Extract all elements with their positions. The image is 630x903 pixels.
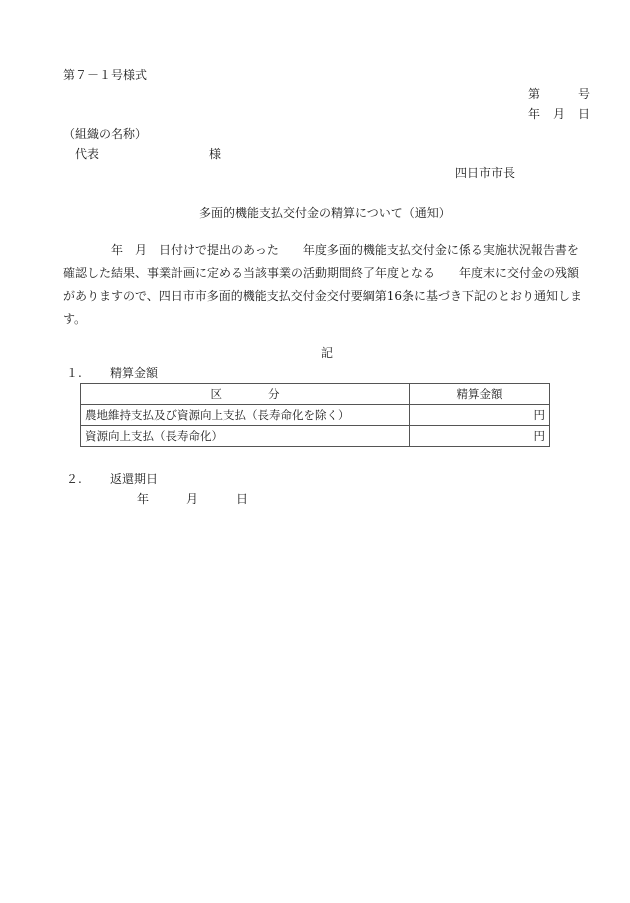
doc-number-suffix: 号 — [578, 87, 591, 101]
body-line: がありますので、四日市市多面的機能支払交付金交付要綱第16条に基づき下記のとおり通知しま — [63, 289, 583, 303]
section2-label: 返還期日 — [110, 472, 159, 486]
body-paragraph — [63, 239, 593, 331]
section2-number: ２. — [66, 472, 82, 486]
header-category: 区 分 — [81, 384, 410, 405]
section1-number: １. — [66, 366, 82, 380]
doc-date-year: 年 — [528, 107, 541, 121]
table-row — [81, 405, 550, 426]
document-title: 多面的機能支払交付金の精算について（通知） — [199, 206, 451, 220]
table-row — [81, 426, 550, 447]
header-amount: 精算金額 — [410, 384, 550, 405]
return-date-year: 年 — [137, 492, 150, 506]
doc-date-day: 日 — [578, 107, 591, 121]
sender-name: 四日市市長 — [455, 166, 516, 180]
settlement-table — [80, 383, 550, 447]
addressee-rep: 代表 — [75, 147, 100, 161]
form-number: 第７－１号様式 — [63, 68, 148, 82]
body-line: 確認した結果、事業計画に定める当該事業の活動期間終了年度となる 年度末に交付金の残額 — [63, 266, 580, 280]
return-date-month: 月 — [186, 492, 199, 506]
table-header-row — [81, 384, 550, 405]
row-amount: 円 — [410, 405, 550, 426]
addressee-org: （組織の名称） — [63, 127, 148, 141]
row-amount: 円 — [410, 426, 550, 447]
body-line: 年 月 日付けで提出のあった 年度多面的機能支払交付金に係る実施状況報告書を — [63, 243, 579, 257]
doc-date-month: 月 — [553, 107, 566, 121]
row-category: 農地維持支払及び資源向上支払（長寿命化を除く） — [81, 405, 410, 426]
section1-label: 精算金額 — [110, 366, 159, 380]
addressee-honorific: 様 — [209, 147, 222, 161]
doc-number-prefix: 第 — [528, 87, 541, 101]
ki-heading: 記 — [321, 346, 334, 360]
body-line: す。 — [63, 312, 87, 326]
return-date-day: 日 — [236, 492, 249, 506]
row-category: 資源向上支払（長寿命化） — [81, 426, 410, 447]
